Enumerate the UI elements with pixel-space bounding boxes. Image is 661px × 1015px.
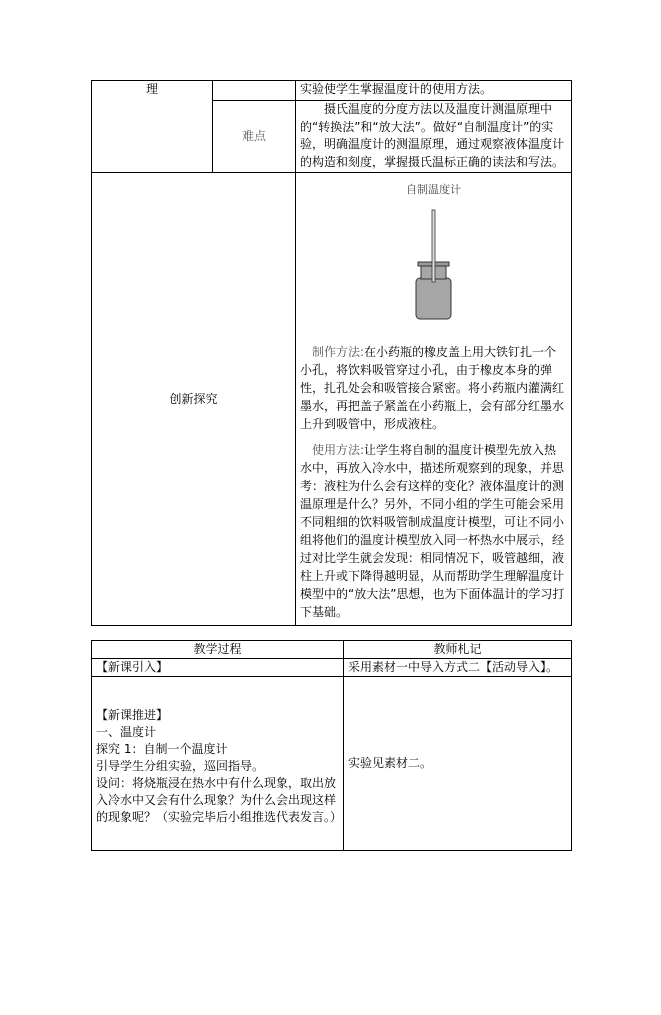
lesson-plan-table	[91, 80, 572, 626]
innovation-label: 创新探究	[169, 391, 218, 406]
header-teacher-notes	[344, 641, 572, 659]
subsection-thermometer: 一、温度计	[96, 725, 157, 739]
row-label: 理	[145, 82, 158, 96]
table1-cell-r2c2	[213, 101, 296, 173]
header-label: 教师札记	[433, 642, 482, 656]
table2-r2c2	[344, 677, 572, 851]
header-teaching-process	[92, 641, 344, 659]
use-method-paragraph	[300, 441, 567, 621]
use-method-text: 让学生将自制的温度计模型先放入热水	[300, 443, 557, 475]
make-method-text: 在小药瓶的橡皮盖上用大铁钉扎一个小	[300, 345, 557, 377]
section-intro: 【新课引入】	[96, 660, 169, 674]
figure-title: 自制温度计	[406, 183, 461, 196]
question-text: 设问：将烧瓶浸在热水中有什么现象，取出放入冷水中又会有什么现象？为什么会出现这样的现象呢？（实验完毕后小组推选代表发言。）	[96, 776, 343, 824]
intro-note: 采用素材一中导入方式二【活动导入】。	[348, 660, 559, 674]
table1-cell-r3c3	[296, 173, 572, 626]
table1-cell-r1c1	[92, 81, 213, 173]
header-label: 教学过程	[193, 642, 242, 656]
table1-cell-r3c1	[92, 173, 296, 626]
homemade-thermometer-figure	[406, 204, 461, 324]
make-method-label: 制作方法:	[312, 345, 365, 359]
make-method-rest: 孔，将饮料吸管穿过小孔，由于橡皮本身的弹性，扎孔处会和吸管接合紧密。将小药瓶内灌满红墨水，再把盖子紧盖在小药瓶上，会有部分红墨水上升到吸管中，形成液柱。	[300, 363, 565, 431]
table1-cell-r1c3	[296, 81, 572, 101]
guide-text: 引导学生分组实验，巡回指导。	[96, 759, 265, 773]
bottle-body	[416, 278, 451, 319]
table2-r1c1	[92, 659, 344, 677]
table2-r2c1	[92, 677, 344, 851]
figure	[300, 173, 567, 329]
make-method-paragraph	[300, 343, 567, 433]
inquiry-title: 探究 1：自制一个温度计	[96, 742, 228, 756]
straw-tube	[432, 210, 435, 282]
table1-cell-r1c2	[213, 81, 296, 101]
experiment-note: 实验见素材二。	[348, 756, 433, 770]
table1-cell-r2c3	[296, 101, 572, 173]
teaching-process-table	[91, 640, 572, 851]
section-advance: 【新课推进】	[96, 708, 169, 722]
use-method-rest: 中，再放入冷水中，描述所观察到的现象，并思考：液柱为什么会有这样的变化？液体温度计的测温原理是什么？另外，不同小组的学生可能会采用不同粗细的饮料吸管制成温度计模型，可让不同小组将他们的温度计模型放入同一杯热水中展示，经过对比学生就会发现：相同情况下，吸管越细，液柱上升或下降得越明显，从而帮助学生理解温度计模型中的“放大法”思想，也为下面体温计的学习打下基础。	[300, 461, 565, 619]
use-method-label: 使用方法:	[312, 443, 365, 457]
objective-text: 实验使学生掌握温度计的使用方法。	[300, 82, 493, 96]
difficulty-text: 摄氏温度的分度方法以及温度计测温原理中的“转换法”和“放大法”。做好“自制温度计”的实验，明确温度计的测温原理，通过观察液体温度计的构造和刻度，掌握摄氏温标正确的读法和写法。	[300, 102, 565, 169]
table2-r1c2	[344, 659, 572, 677]
difficulty-label: 难点	[241, 129, 266, 143]
